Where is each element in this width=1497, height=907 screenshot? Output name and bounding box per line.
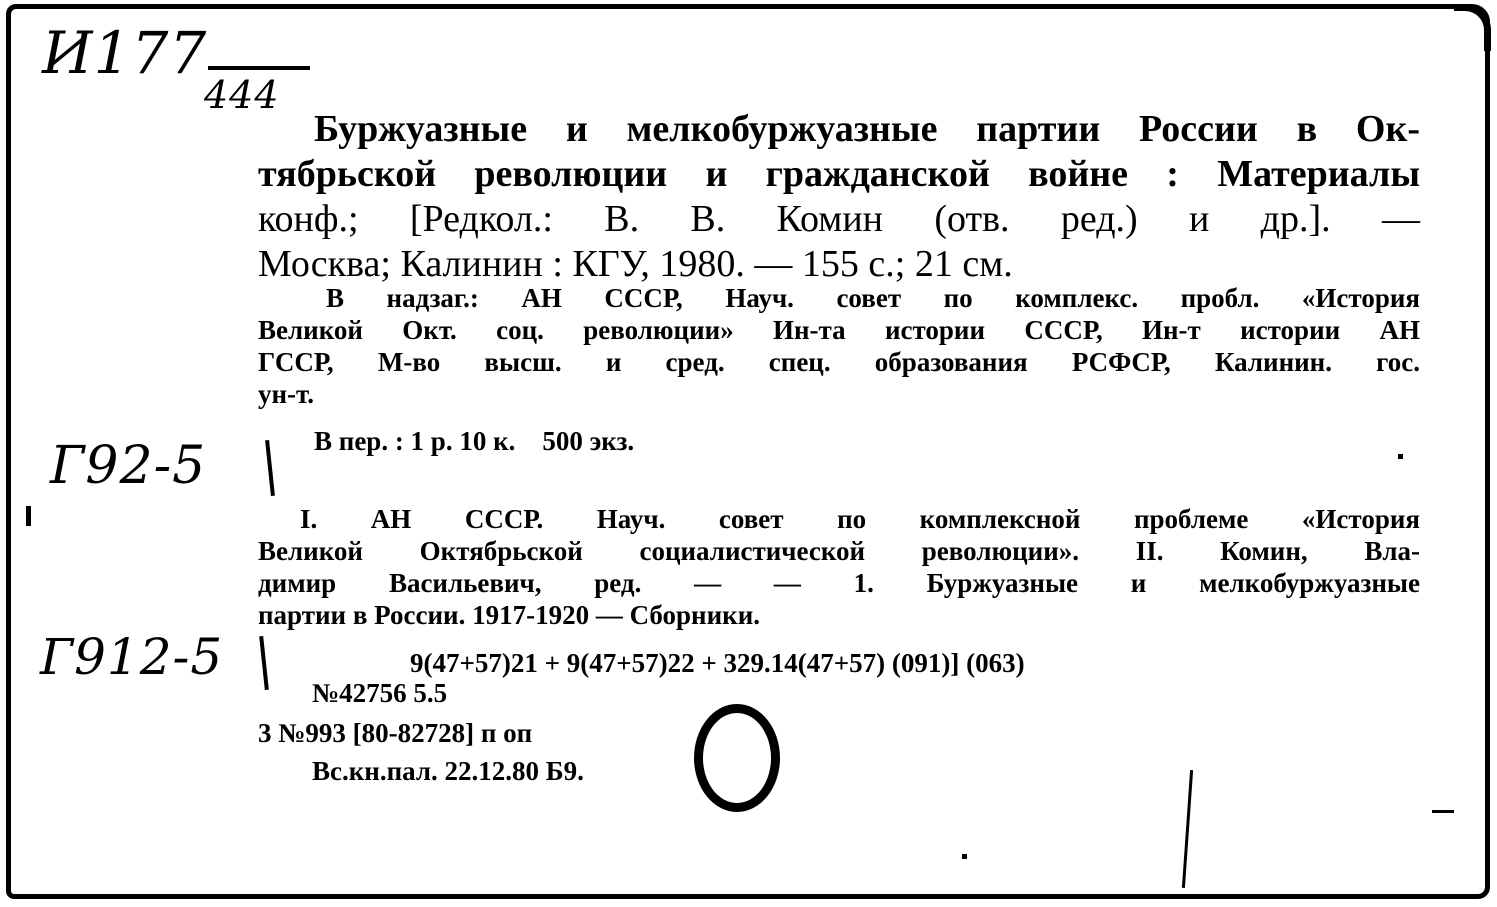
title-line-2: тябрьской революции и гражданской войне : Материалы [258,153,1420,195]
ink-stamp-ring [694,704,780,812]
handwritten-left-mark-1: Г92-5 [50,436,207,496]
entries-line-3: димир Васильевич, ред. — — 1. Буржуазные и мелкобуржуазные [258,568,1420,598]
entries-line-2: Великой Октябрьской социалистической революции». II. Комин, Вла- [258,536,1420,566]
heading-note-line-1: В надзаг.: АН СССР, Науч. совет по комплекс. пробл. «История [326,283,1420,313]
book-chamber-stamp: Вс.кн.пал. 22.12.80 Б9. [312,756,584,786]
scan-dot-right [1398,454,1403,459]
title-line-1: Буржуазные и мелкобуржуазные партии России в Ок- [314,108,1420,150]
handwritten-call-number: И177 [42,19,208,87]
heading-note-line-4: ун-т. [258,379,315,409]
entries-line-4: партии в России. 1917-1920 — Сборники. [258,600,761,630]
card-number: №42756 5.5 [312,678,448,708]
price-and-print-run: В пер. : 1 р. 10 к. 500 экз. [314,426,635,456]
scan-mark-right [1432,810,1454,813]
handwritten-fraction-line [208,66,310,70]
classification-index: 9(47+57)21 + 9(47+57)22 + 329.14(47+57) (091)] (063) [410,648,1025,678]
title-line-4: Москва; Калинин : КГУ, 1980. — 155 с.; 21 см. [258,243,1013,285]
heading-note-line-3: ГССР, М-во высш. и сред. спец. образования РСФСР, Калинин. гос. [258,347,1420,377]
heading-note-line-2: Великой Окт. соц. революции» Ин-та истории СССР, Ин-т истории АН [258,315,1420,345]
order-number: 3 №993 [80-82728] п оп [258,718,533,748]
entries-line-1: I. АН СССР. Науч. совет по комплексной проблеме «История [300,504,1420,534]
title-line-3: конф.; [Редкол.: В. В. Комин (отв. ред.) и др.]. — [258,198,1420,240]
scan-dot-bottom [962,854,967,859]
handwritten-subscript-number: 444 [204,73,280,117]
handwritten-left-mark-2: Г912-5 [40,628,224,686]
scan-mark-left [26,506,31,526]
